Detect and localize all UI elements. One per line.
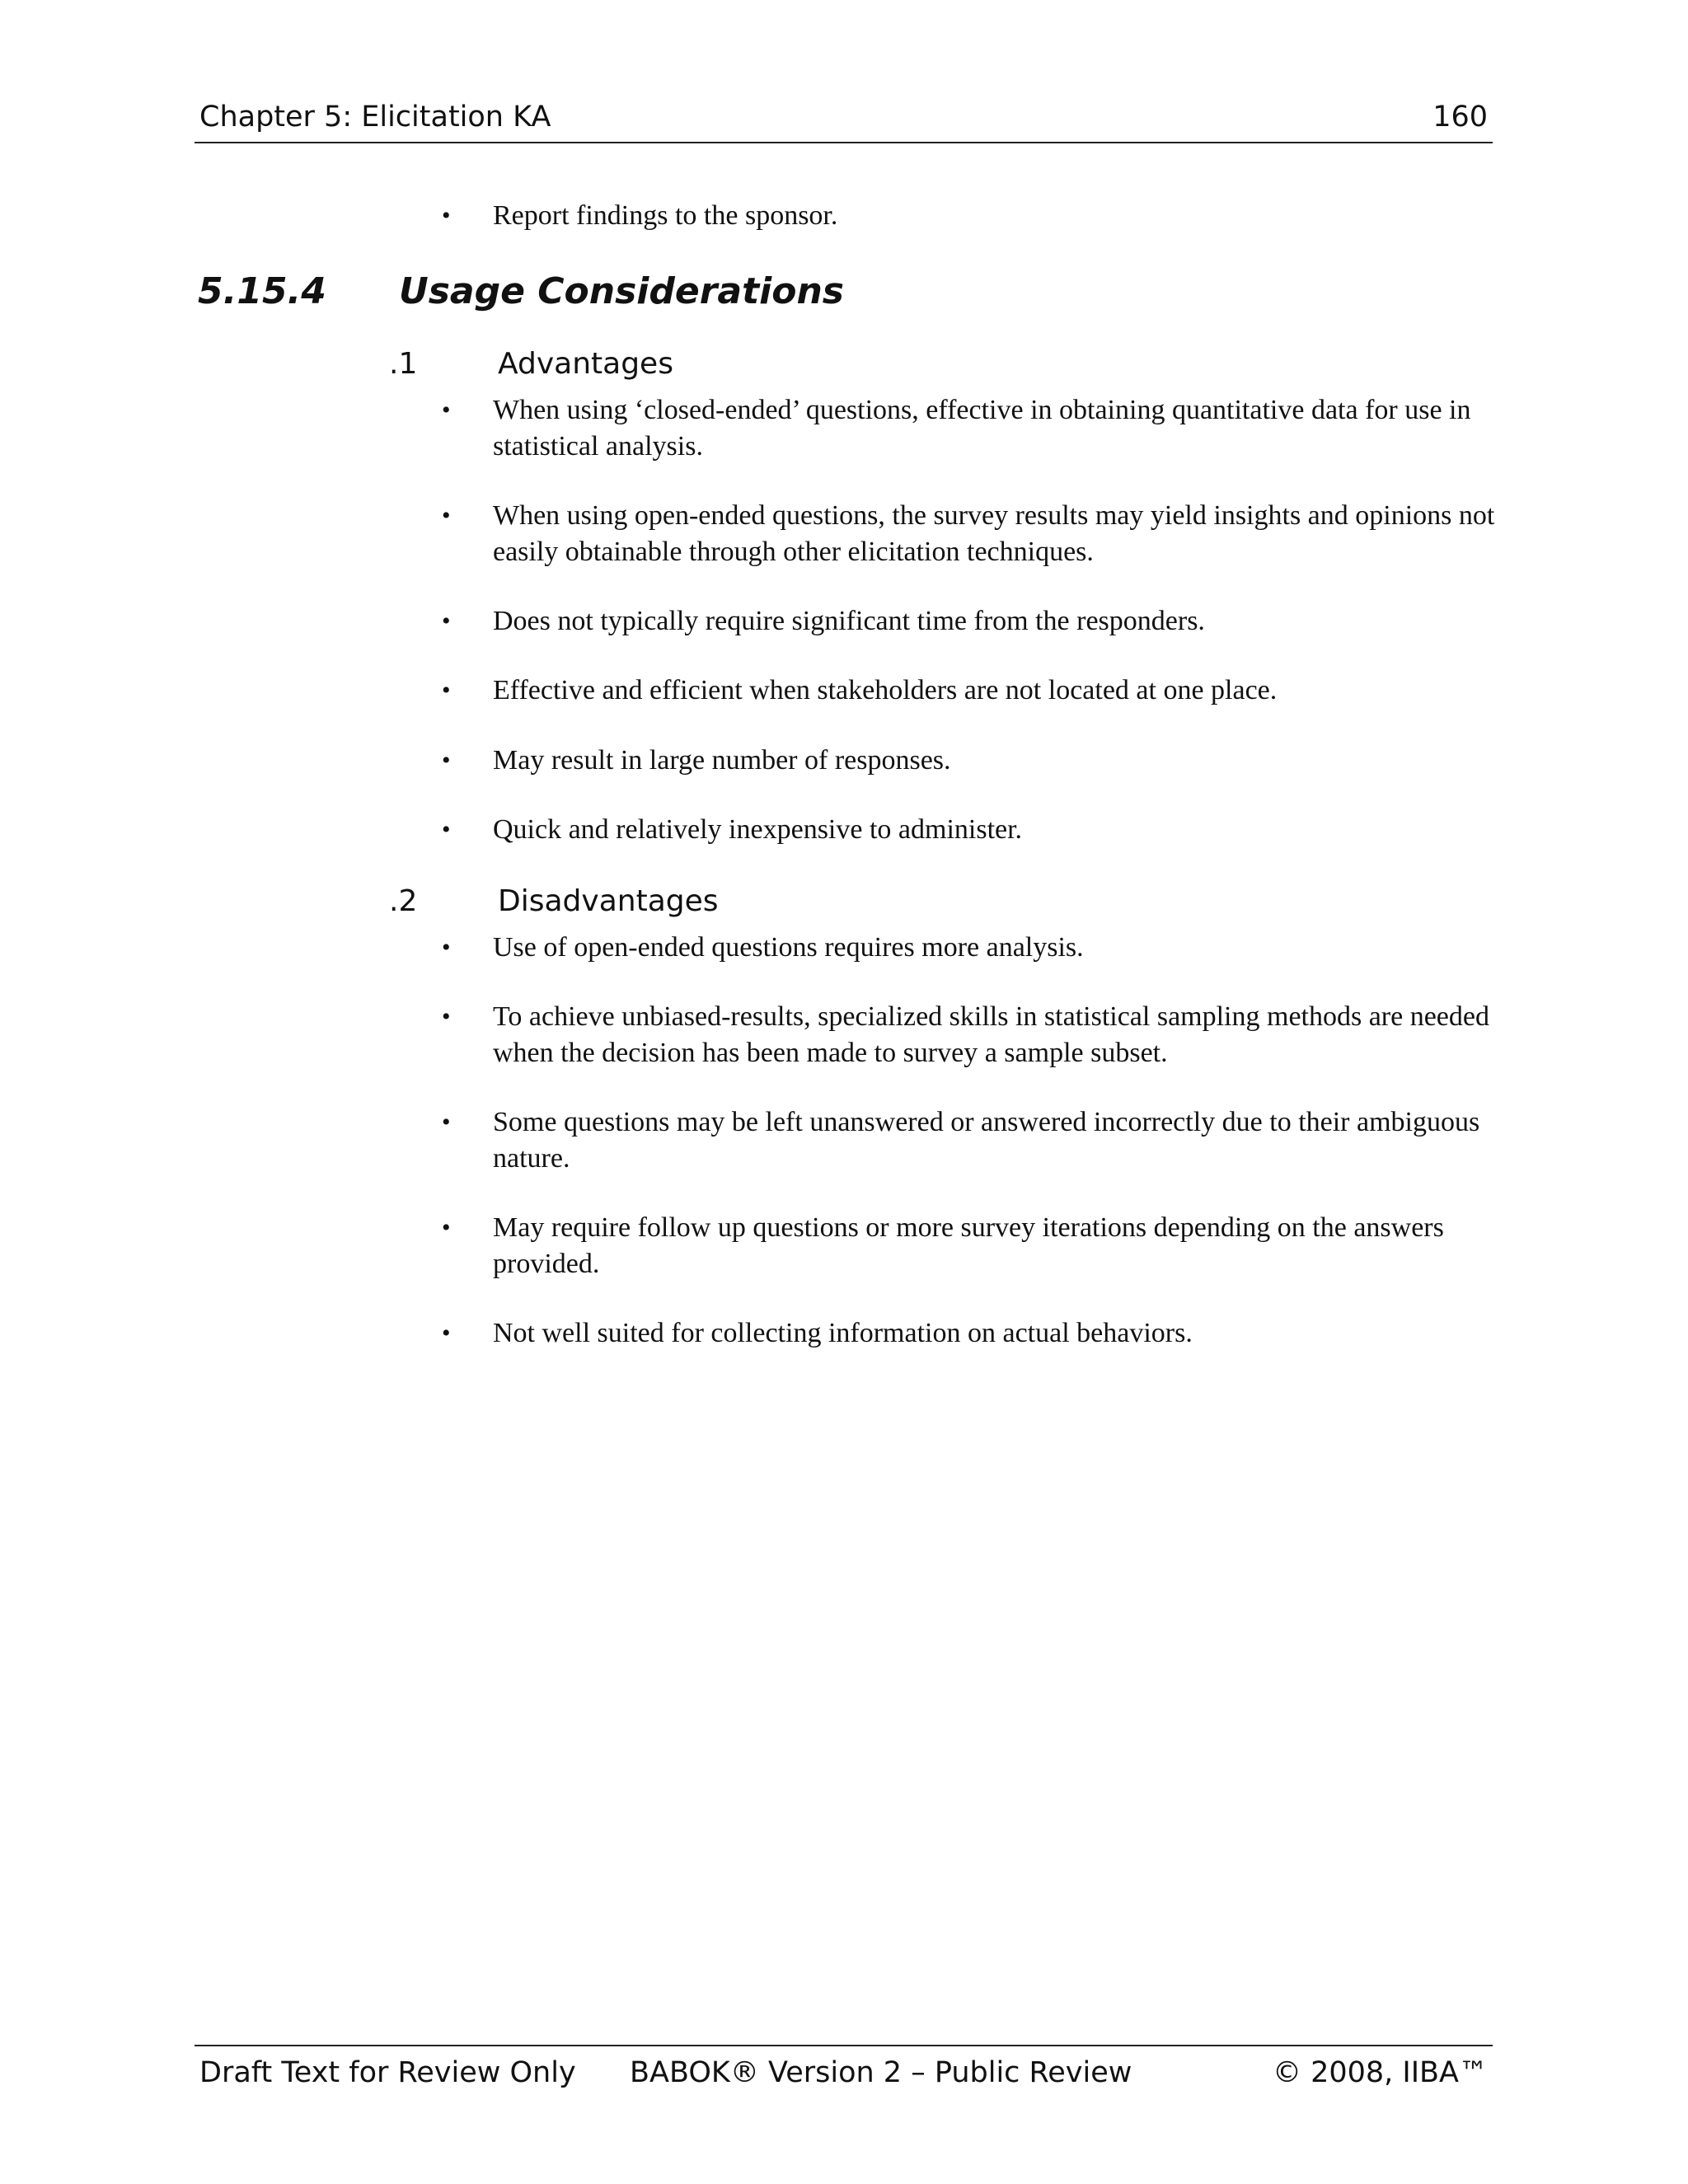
bullet-icon: • — [442, 202, 451, 229]
section-title: Usage Considerations — [399, 270, 844, 312]
bullet-icon: • — [442, 934, 451, 961]
subsection-number-advantages: .1 — [389, 347, 418, 381]
chapter-title: Chapter 5: Elicitation KA — [199, 101, 551, 134]
subsection-title-advantages: Advantages — [498, 347, 673, 381]
bullet-icon: • — [442, 677, 451, 704]
list-item-text: Effective and efficient when stakeholders are not located at one place. — [493, 675, 1278, 705]
page-number: 160 — [1432, 101, 1488, 134]
list-item-text: Quick and relatively inexpensive to administer. — [493, 814, 1023, 845]
bullet-icon: • — [442, 396, 451, 424]
page-header — [195, 101, 1493, 143]
list-item-text: Some questions may be left unanswered or answered incorrectly due to their ambiguous nature. — [493, 1107, 1480, 1174]
page-footer — [195, 2045, 1493, 2096]
section-number: 5.15.4 — [198, 270, 326, 312]
bullet-icon: • — [442, 502, 451, 529]
bullet-icon: • — [442, 1003, 451, 1030]
subsection-number-disadvantages: .2 — [389, 884, 418, 918]
bullet-icon: • — [442, 1214, 451, 1241]
bullet-icon: • — [442, 1319, 451, 1347]
list-item-text: May result in large number of responses. — [493, 745, 951, 776]
list-item-text: When using ‘closed-ended’ questions, effective in obtaining quantitative data for use in statistical analysis. — [493, 395, 1471, 462]
list-item-text: To achieve unbiased-results, specialized skills in statistical sampling methods are needed when the decision has been made to survey a sample subset. — [493, 1001, 1489, 1068]
bullet-icon: • — [442, 607, 451, 635]
subsection-title-disadvantages: Disadvantages — [498, 884, 719, 918]
list-item-text: Not well suited for collecting information on actual behaviors. — [493, 1318, 1193, 1348]
list-item-text: Does not typically require significant time from the responders. — [493, 606, 1205, 636]
bullet-icon: • — [442, 1108, 451, 1136]
list-item-text: When using open-ended questions, the survey results may yield insights and opinions not easily obtainable through other elicitation techniques. — [493, 500, 1495, 567]
bullet-icon: • — [442, 816, 451, 843]
footer-version: BABOK® Version 2 – Public Review — [630, 2056, 1132, 2089]
bullet-icon: • — [442, 747, 451, 774]
list-item-text: May require follow up questions or more survey iterations depending on the answers provided. — [493, 1212, 1444, 1279]
list-item-text: Report findings to the sponsor. — [493, 200, 838, 231]
footer-copyright: © 2008, IIBA™ — [1272, 2056, 1488, 2089]
list-item-text: Use of open-ended questions requires more analysis. — [493, 932, 1084, 963]
footer-draft-notice: Draft Text for Review Only — [199, 2056, 576, 2089]
